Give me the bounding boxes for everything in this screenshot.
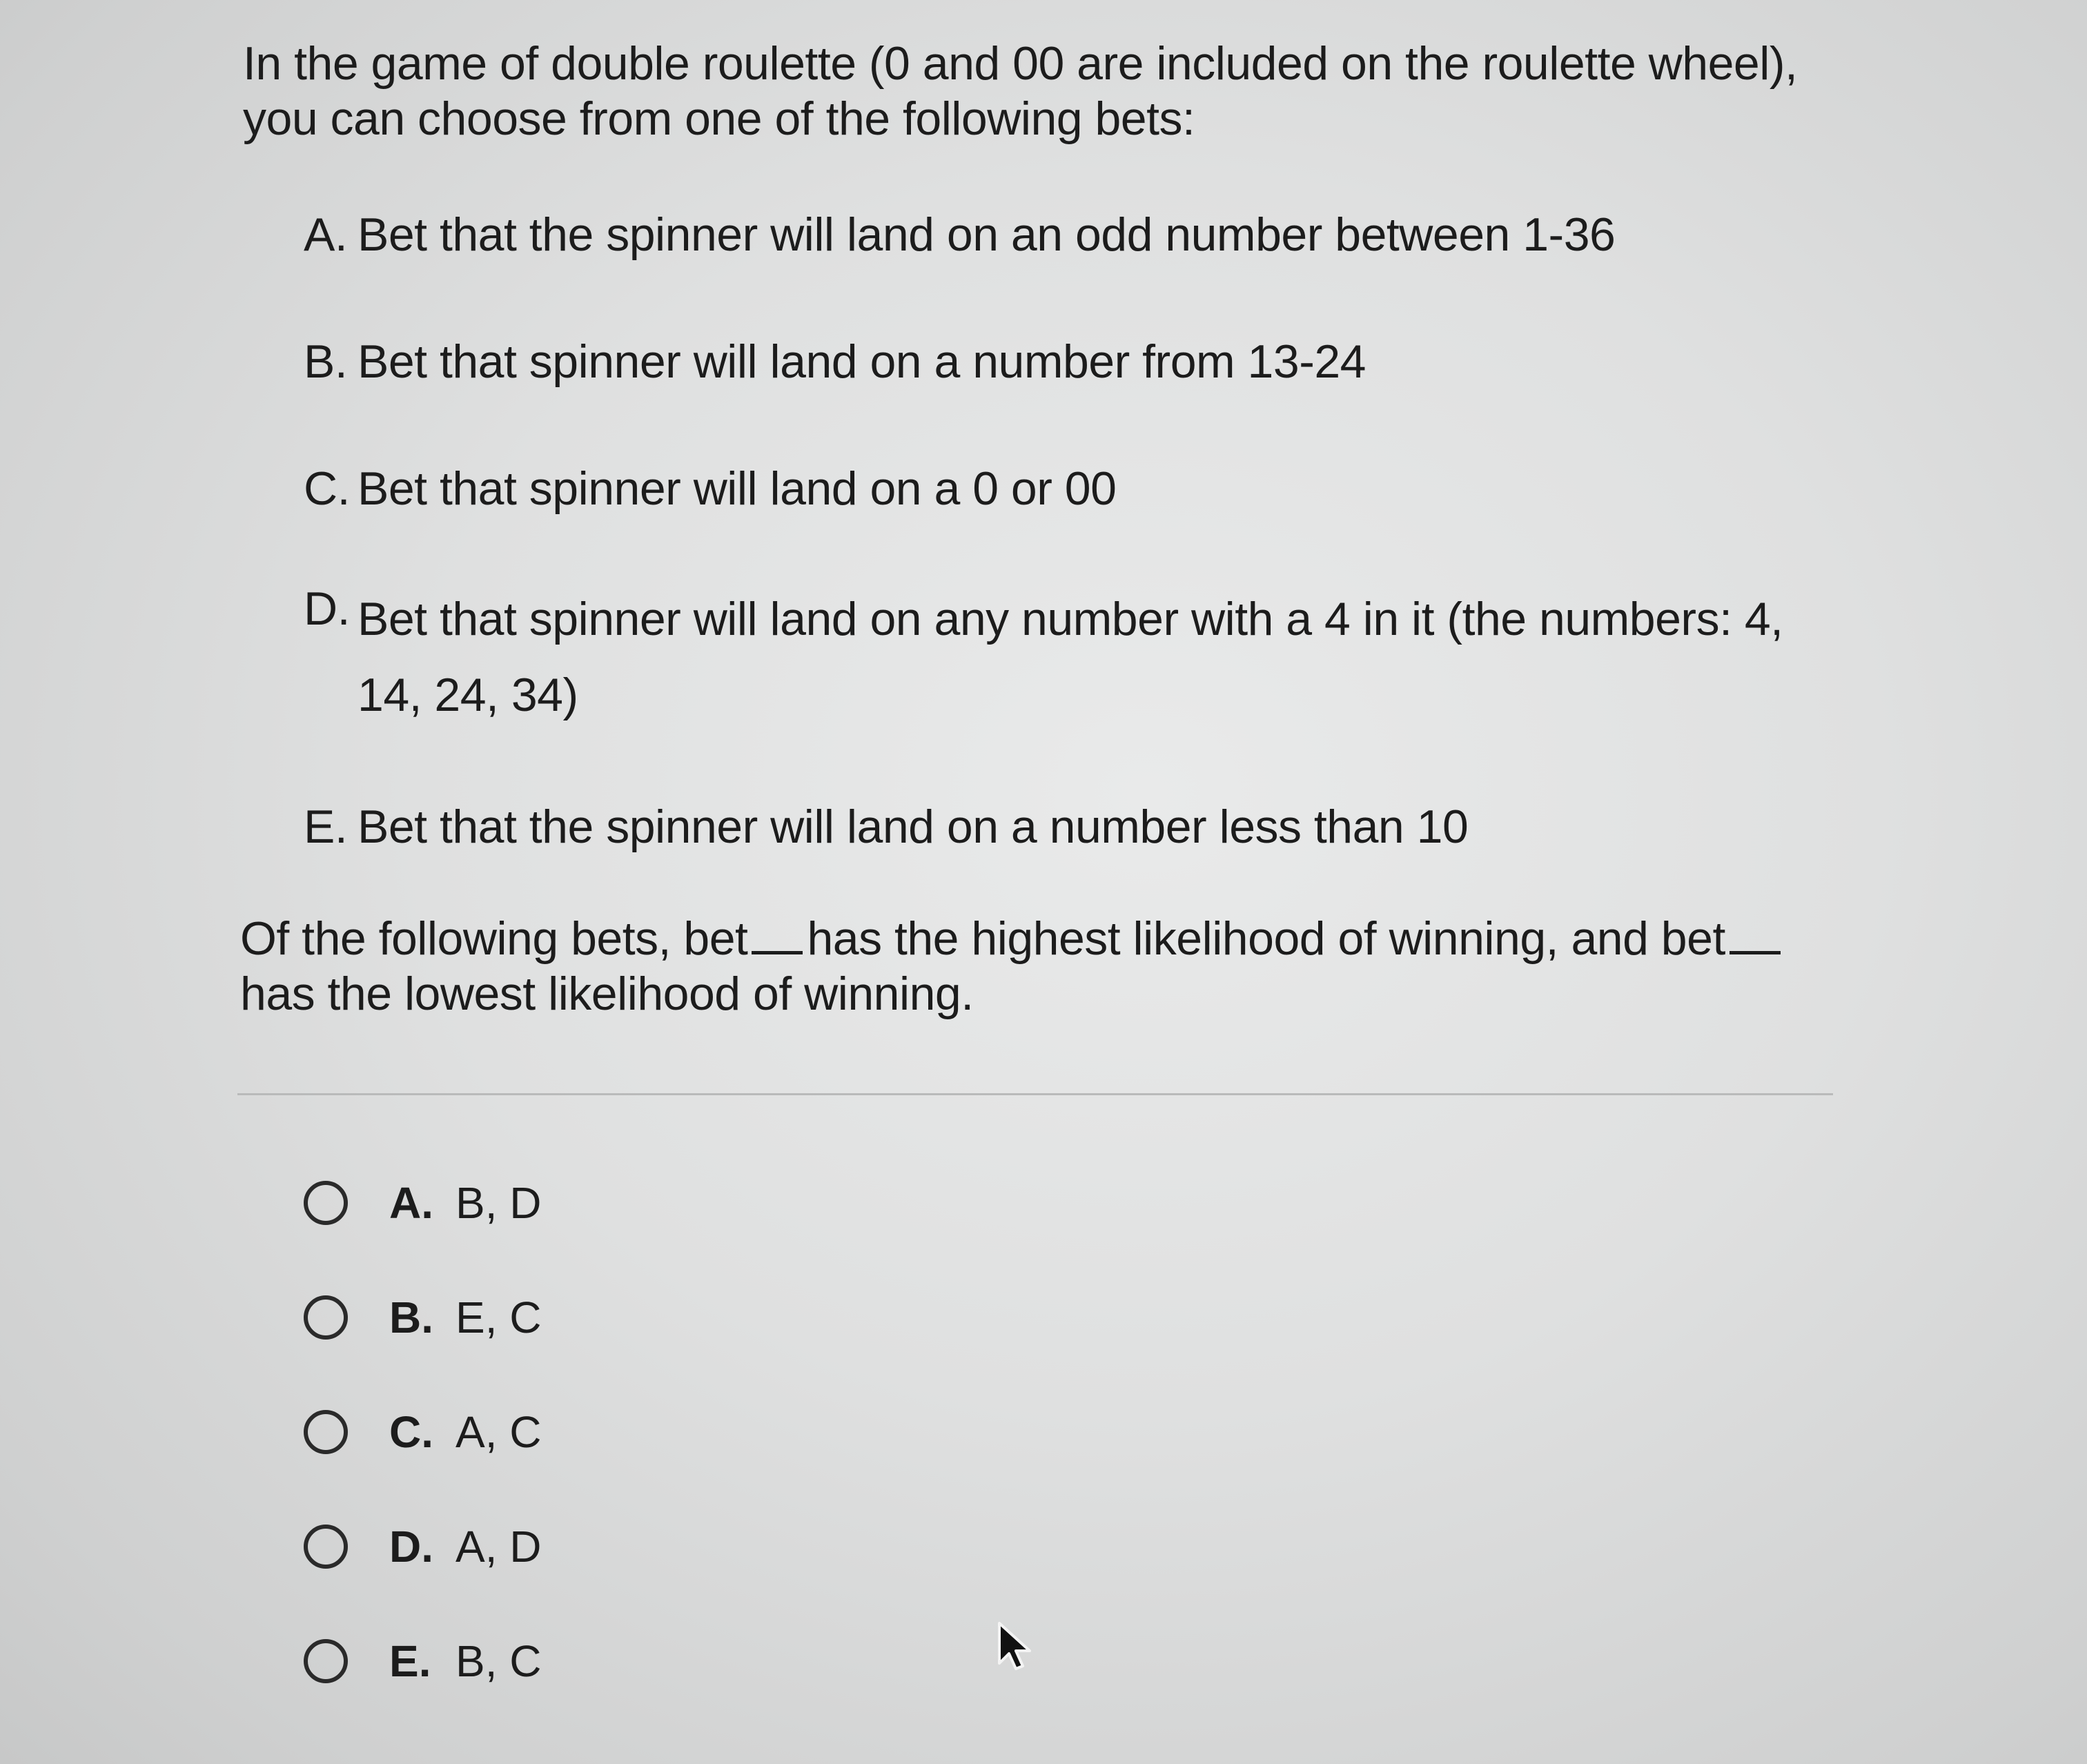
- question-intro: In the game of double roulette (0 and 00 are included on the roulette wheel), you can choose from one of the following bets:: [243, 37, 1798, 145]
- radio-button-unselected-icon[interactable]: [304, 1410, 348, 1454]
- answer-choice-d[interactable]: [304, 1521, 541, 1572]
- bet-letter: E.: [304, 801, 348, 853]
- choice-letter: D.: [389, 1522, 433, 1571]
- bet-option-d: [304, 581, 1836, 733]
- bet-option-e: [304, 799, 1836, 854]
- choice-text: A, D: [455, 1522, 542, 1571]
- bet-text: Bet that spinner will land on a number from 13-24: [357, 335, 1366, 388]
- choice-letter: A.: [389, 1178, 433, 1228]
- answer-choice-e[interactable]: [304, 1636, 541, 1687]
- bet-text: Bet that the spinner will land on an odd number between 1-36: [357, 208, 1616, 261]
- radio-button-unselected-icon[interactable]: [304, 1295, 348, 1340]
- choice-text: E, C: [455, 1293, 542, 1342]
- bet-letter: C.: [304, 462, 350, 515]
- bet-option-a: [304, 207, 1836, 262]
- choice-letter: C.: [389, 1407, 433, 1457]
- bet-option-b: [304, 334, 1836, 389]
- bet-text: Bet that spinner will land on any number with a 4 in it (the numbers: 4, 14, 24, 34): [357, 593, 1783, 721]
- radio-button-unselected-icon[interactable]: [304, 1181, 348, 1225]
- answer-blank-2: [1730, 912, 1781, 954]
- bet-letter: A.: [304, 208, 348, 261]
- choice-text: B, D: [455, 1178, 542, 1228]
- answer-choice-c[interactable]: [304, 1407, 541, 1458]
- bet-option-c: [304, 461, 1836, 516]
- bet-text: Bet that spinner will land on a 0 or 00: [357, 462, 1117, 515]
- question-prompt: [240, 911, 1821, 1021]
- question-part-3: has the lowest likelihood of winning.: [240, 968, 974, 1020]
- section-divider: [237, 1093, 1833, 1095]
- question-part-1: Of the following bets, bet: [240, 912, 748, 965]
- radio-button-unselected-icon[interactable]: [304, 1639, 348, 1683]
- choice-letter: E.: [389, 1636, 431, 1686]
- bet-text: Bet that the spinner will land on a number less than 10: [357, 801, 1469, 853]
- answer-choice-b[interactable]: [304, 1292, 541, 1343]
- bet-letter: B.: [304, 335, 348, 388]
- answer-blank-1: [752, 912, 803, 954]
- bet-letter: D.: [304, 582, 350, 635]
- radio-button-unselected-icon[interactable]: [304, 1525, 348, 1569]
- choice-letter: B.: [389, 1293, 433, 1342]
- question-part-2: has the highest likelihood of winning, and bet: [807, 912, 1725, 965]
- choice-text: A, C: [455, 1407, 542, 1457]
- mouse-pointer-icon: [997, 1622, 1038, 1673]
- choice-text: B, C: [455, 1636, 542, 1686]
- answer-choice-a[interactable]: [304, 1177, 541, 1228]
